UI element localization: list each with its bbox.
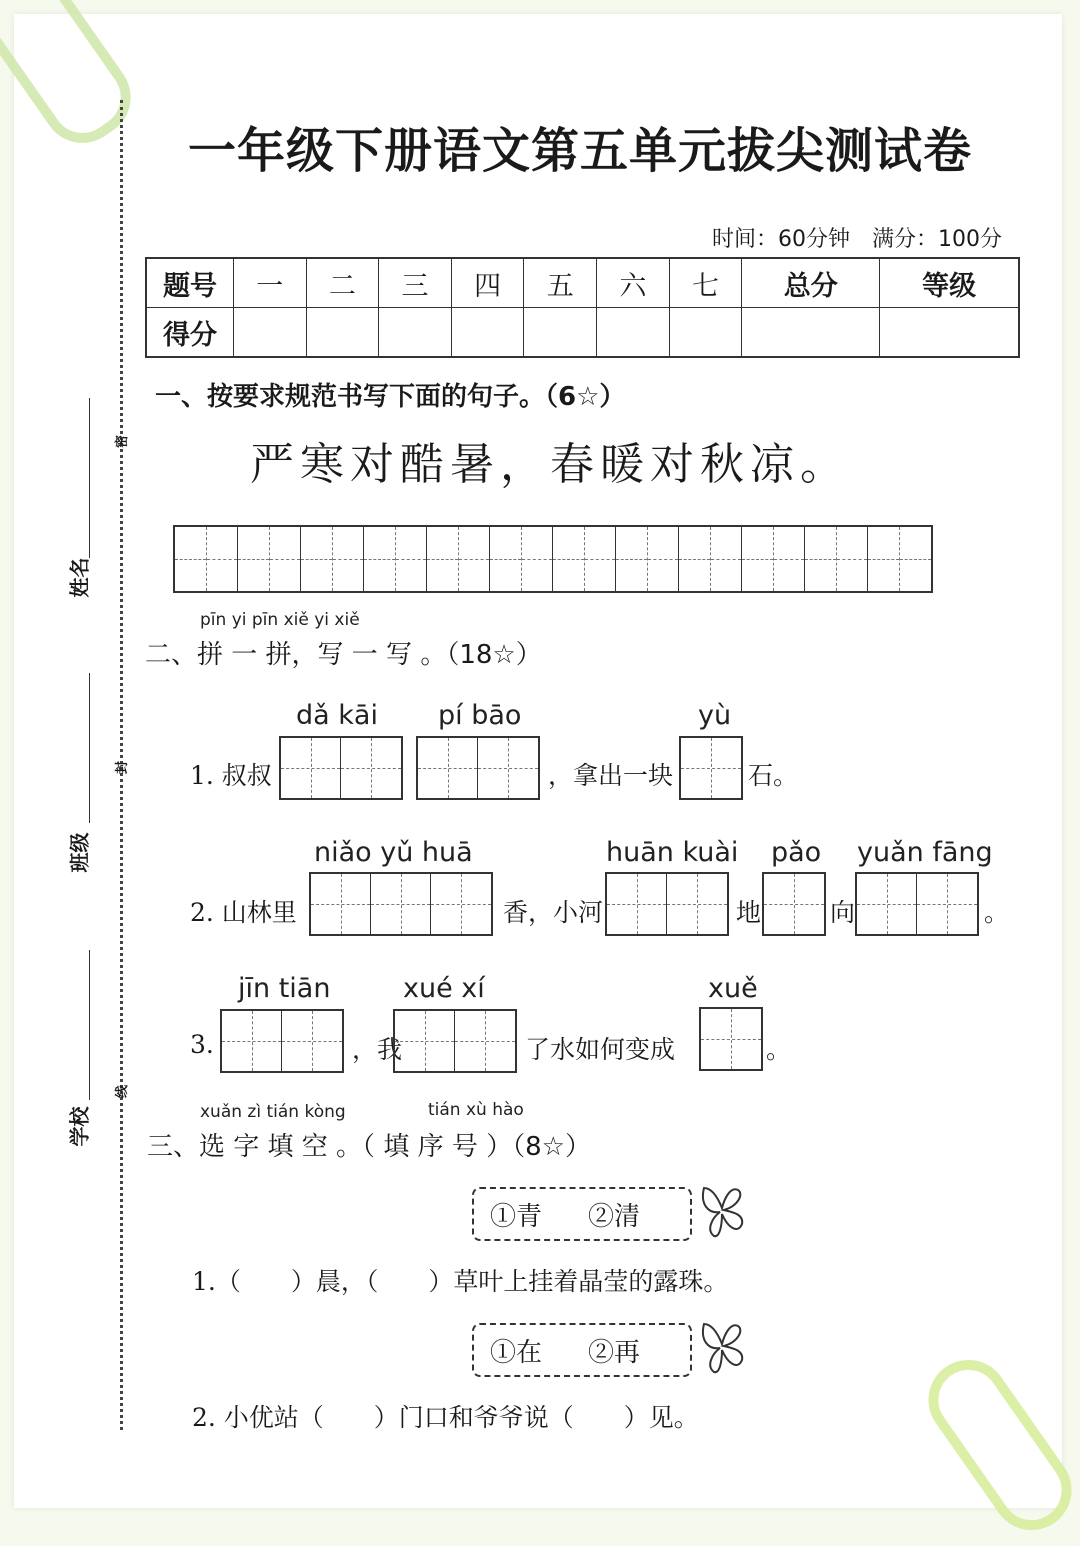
score-input-cell[interactable] xyxy=(379,308,452,358)
table-cell: 二 xyxy=(306,258,379,308)
section3-pinyin: tián xù hào xyxy=(428,1100,524,1120)
writing-box[interactable] xyxy=(762,872,826,936)
choice-box xyxy=(472,1187,692,1241)
question-text: 了水如何变成 xyxy=(525,1035,676,1064)
writing-box[interactable] xyxy=(855,872,979,936)
pinyin-prompt: xuě xyxy=(708,973,758,1004)
class-label: 班级 xyxy=(67,832,92,873)
pinyin-prompt: niǎo yǔ huā xyxy=(314,837,473,868)
table-cell: 五 xyxy=(524,258,597,308)
score-input-cell[interactable] xyxy=(234,308,307,358)
score-input-cell[interactable] xyxy=(597,308,670,358)
score-input-cell[interactable] xyxy=(306,308,379,358)
pinyin-prompt: huān kuài xyxy=(606,837,739,868)
pinyin-prompt: yù xyxy=(698,700,732,731)
pinyin-prompt: pǎo xyxy=(771,837,822,868)
section1-heading: 一、按要求规范书写下面的句子。（6☆） xyxy=(155,382,626,412)
name-label: 姓名 xyxy=(67,557,92,598)
writing-box[interactable] xyxy=(220,1009,344,1073)
choice-option: ②再 xyxy=(588,1337,641,1368)
score-input-cell[interactable] xyxy=(524,308,597,358)
pinyin-prompt: jīn tiān xyxy=(238,973,331,1004)
question-text: 2. 山林里 xyxy=(190,898,297,927)
writing-grid-long[interactable] xyxy=(173,525,933,593)
model-sentence: 严寒对酷暑，春暖对秋凉。 xyxy=(250,439,850,490)
pinyin-prompt: xué xí xyxy=(403,973,485,1004)
table-row xyxy=(146,308,1019,358)
writing-box[interactable] xyxy=(279,736,403,800)
score-input-cell[interactable] xyxy=(880,308,1019,358)
table-cell: 题号 xyxy=(146,258,234,308)
binding-feng: 封 xyxy=(115,760,131,775)
binding-xian: 线 xyxy=(115,1084,131,1099)
pinyin-prompt: yuǎn fāng xyxy=(857,837,993,868)
question-text: 。 xyxy=(984,898,1010,927)
table-cell: 等级 xyxy=(880,258,1019,308)
table-cell: 一 xyxy=(234,258,307,308)
score-input-cell[interactable] xyxy=(451,308,524,358)
question-text: 1.（ ）晨，（ ）草叶上挂着晶莹的露珠。 xyxy=(192,1267,729,1296)
question-text: 向 xyxy=(830,898,856,927)
section3-pinyin: xuǎn zì tián kòng xyxy=(200,1102,346,1122)
section2-heading: 二、拼 一 拼，写 一 写 。（18☆） xyxy=(145,640,542,670)
section3-heading: 三、选 字 填 空 。（ 填 序 号 ）（8☆） xyxy=(147,1132,591,1162)
score-input-cell[interactable] xyxy=(669,308,742,358)
choice-option: ①青 xyxy=(490,1201,543,1232)
question-text: 1. 叔叔 xyxy=(190,761,272,790)
writing-box[interactable] xyxy=(605,872,729,936)
writing-box[interactable] xyxy=(393,1009,517,1073)
name-line xyxy=(89,398,90,558)
table-cell: 总分 xyxy=(742,258,880,308)
score-input-cell[interactable] xyxy=(742,308,880,358)
question-text: 2. 小优站（ ）门口和爷爷说（ ）见。 xyxy=(192,1403,699,1432)
question-text: 香，小河 xyxy=(503,898,604,927)
school-line xyxy=(89,950,90,1100)
writing-box[interactable] xyxy=(679,736,743,800)
question-text: 。 xyxy=(766,1035,792,1064)
class-line xyxy=(89,673,90,823)
writing-box[interactable] xyxy=(309,872,493,936)
binding-mi: 密 xyxy=(115,434,131,449)
pinyin-prompt: pí bāo xyxy=(438,700,522,731)
question-text: ，拿出一块 xyxy=(548,761,674,790)
table-cell: 得分 xyxy=(146,308,234,358)
question-text: 石。 xyxy=(748,761,799,790)
school-label: 学校 xyxy=(67,1106,92,1147)
writing-box[interactable] xyxy=(699,1007,763,1071)
page-title: 一年级下册语文第五单元拔尖测试卷 xyxy=(187,123,972,179)
time-score-info: 时间：60分钟 满分：100分 xyxy=(712,227,1002,252)
pinyin-prompt: dǎ kāi xyxy=(296,700,378,731)
score-table xyxy=(145,257,1020,358)
butterfly-icon xyxy=(698,1320,746,1376)
butterfly-icon xyxy=(698,1184,746,1240)
choice-box xyxy=(472,1323,692,1377)
question-text: 地 xyxy=(736,898,762,927)
choice-option: ②清 xyxy=(588,1201,641,1232)
question-text: 3. xyxy=(190,1030,214,1059)
table-cell: 三 xyxy=(379,258,452,308)
table-row xyxy=(146,258,1019,308)
choice-option: ①在 xyxy=(490,1337,543,1368)
writing-box[interactable] xyxy=(416,736,540,800)
question-text: ，我 xyxy=(352,1035,403,1064)
table-cell: 七 xyxy=(669,258,742,308)
section2-heading-pinyin: pīn yi pīn xiě yi xiě xyxy=(200,610,360,630)
table-cell: 六 xyxy=(597,258,670,308)
table-cell: 四 xyxy=(451,258,524,308)
